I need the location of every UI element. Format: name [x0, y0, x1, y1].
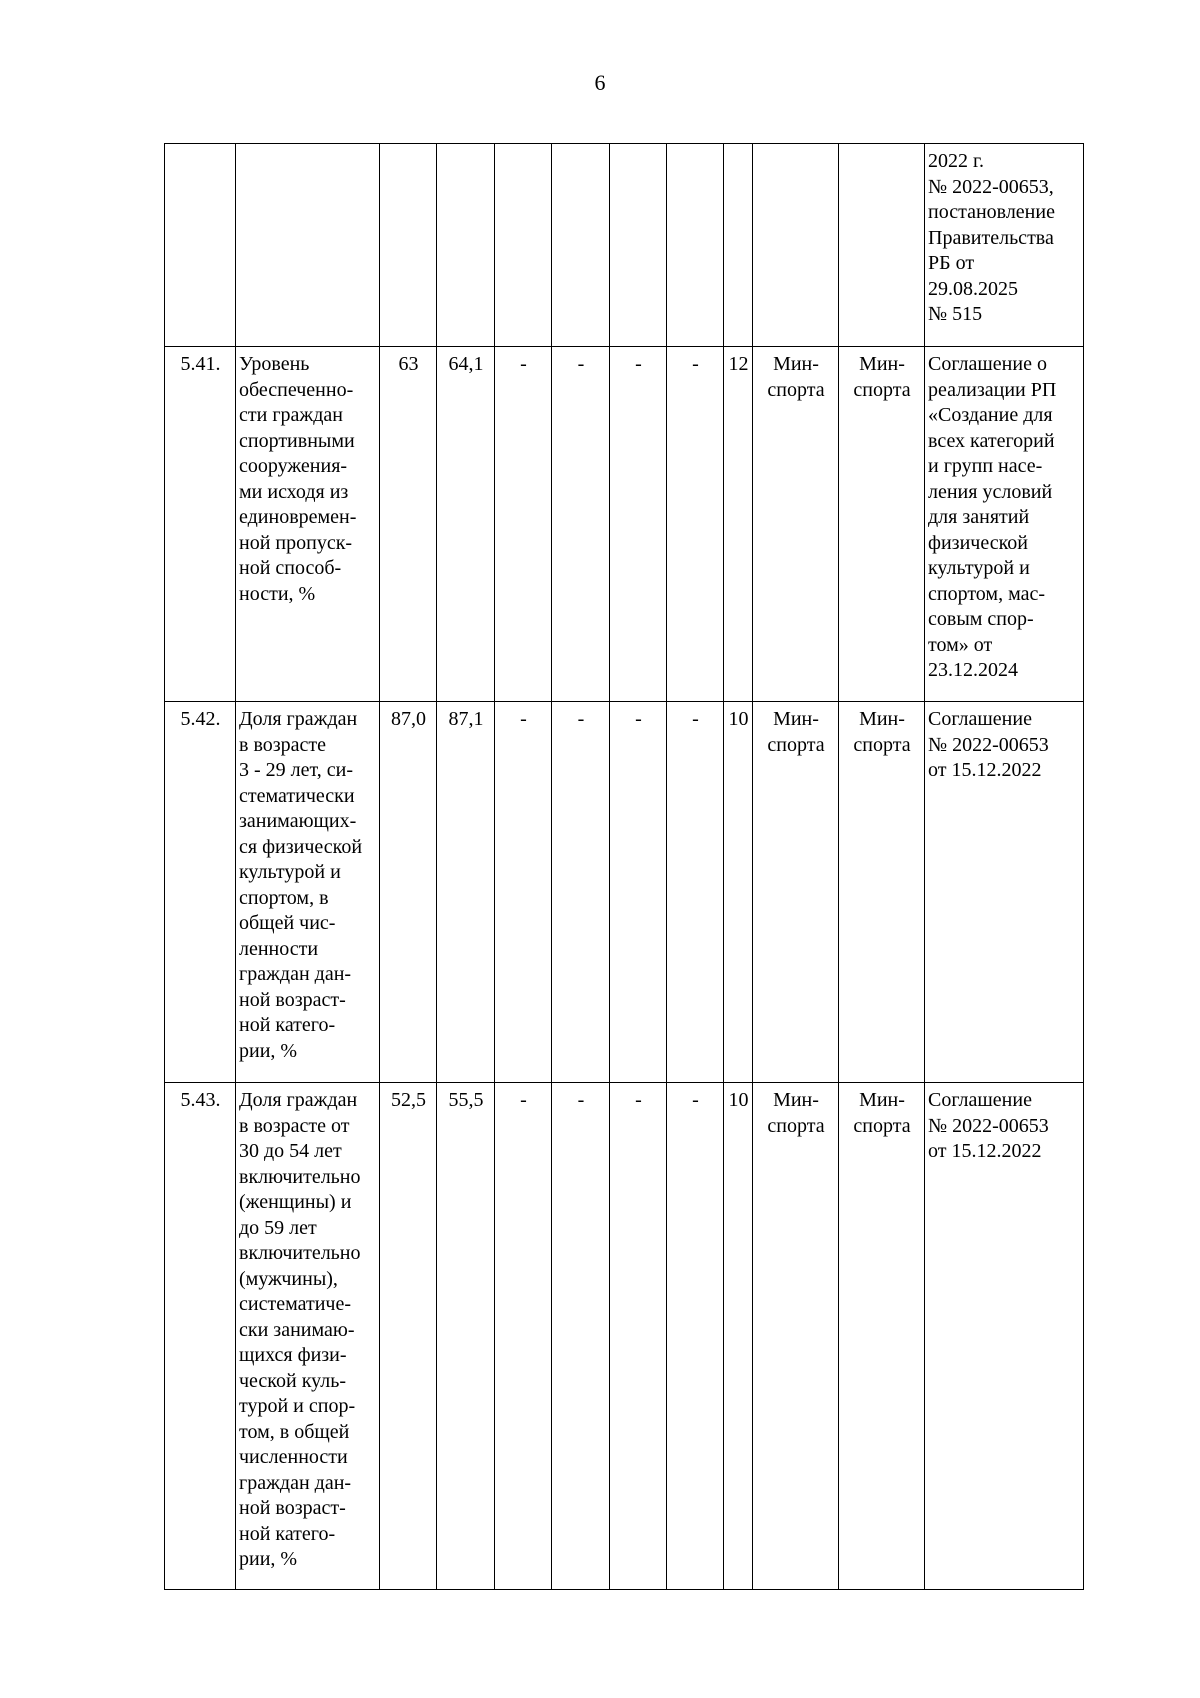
value-cell-v2: 87,1	[437, 702, 495, 1083]
indicator-name-cell-line: том, в общей	[239, 1420, 350, 1443]
indicator-name-cell-line: ной возраст-	[239, 1497, 346, 1519]
co-executor-cell	[839, 144, 925, 347]
indicator-name-cell-line: в возрасте от	[239, 1114, 350, 1137]
document-cell-line: № 2022-00653,	[928, 175, 1054, 198]
document-cell-line: «Создание для	[928, 404, 1053, 426]
value-cell-v2: 55,5	[437, 1083, 495, 1590]
responsible-cell-line: Мин-	[773, 708, 819, 730]
value-cell-v4	[552, 144, 610, 347]
table-row	[165, 702, 1084, 1083]
value-cell-v3: -	[495, 1083, 552, 1590]
value-cell-v7: 12	[724, 347, 753, 702]
indicator-name-cell-line: ски занимаю-	[239, 1318, 355, 1341]
indicator-name-cell-line: ной возраст-	[239, 988, 346, 1011]
value-cell-v4: -	[552, 702, 610, 1083]
indicator-name-cell-line: спортом, в	[239, 886, 329, 909]
document-cell-line: от 15.12.2022	[928, 759, 1042, 781]
indicator-name-cell-line: щихся физи-	[239, 1344, 347, 1366]
document-cell-line: № 2022-00653	[928, 733, 1049, 756]
indicator-name-cell-line: ной катего-	[239, 1014, 336, 1036]
document-cell-line: Соглашение	[928, 1089, 1032, 1111]
indicator-name-cell-line: сти граждан	[239, 404, 343, 426]
indicator-name-cell-line: ной катего-	[239, 1522, 336, 1545]
value-cell-v5: -	[610, 702, 667, 1083]
table-row	[165, 144, 1084, 347]
indicator-name-cell	[236, 1083, 380, 1590]
document-cell	[925, 1083, 1084, 1590]
row-number-cell: 5.42.	[165, 702, 236, 1083]
responsible-cell-line: спорта	[767, 378, 825, 401]
co-executor-cell	[839, 1083, 925, 1590]
value-cell-v2	[437, 144, 495, 347]
indicator-name-cell-line: стематически	[239, 784, 355, 807]
responsible-cell	[753, 702, 839, 1083]
value-cell-v6: -	[667, 702, 724, 1083]
co-executor-cell-line: Мин-	[859, 1089, 905, 1111]
co-executor-cell-line: Мин-	[859, 353, 905, 375]
value-cell-v1: 87,0	[380, 702, 437, 1083]
indicator-name-cell-line: численности	[239, 1446, 348, 1468]
document-cell-line: 2022 г.	[928, 150, 984, 172]
document-cell-line: Соглашение о	[928, 353, 1047, 375]
indicator-name-cell-line: общей чис-	[239, 912, 336, 934]
responsible-cell-line: Мин-	[773, 1089, 819, 1111]
document-cell	[925, 347, 1084, 702]
indicator-name-cell-line: Уровень	[239, 353, 310, 375]
responsible-cell-line: Мин-	[773, 353, 819, 375]
indicator-name-cell-line: граждан дан-	[239, 1471, 352, 1494]
value-cell-v2: 64,1	[437, 347, 495, 702]
co-executor-cell-line: Мин-	[859, 708, 905, 730]
co-executor-cell	[839, 347, 925, 702]
co-executor-cell-line: спорта	[853, 1114, 911, 1137]
document-cell-line: реализации РП	[928, 378, 1057, 401]
document-cell-line: № 515	[928, 303, 983, 325]
row-number-cell: 5.41.	[165, 347, 236, 702]
value-cell-v6: -	[667, 1083, 724, 1590]
indicator-name-cell-line: 3 - 29 лет, си-	[239, 759, 353, 781]
table-row	[165, 1083, 1084, 1590]
document-cell	[925, 702, 1084, 1083]
indicator-name-cell	[236, 144, 380, 347]
indicator-name-cell-line: турой и спор-	[239, 1395, 356, 1417]
value-cell-v3	[495, 144, 552, 347]
indicator-name-cell-line: обеспеченно-	[239, 378, 354, 401]
document-cell-line: физической	[928, 531, 1028, 554]
row-number-cell	[165, 144, 236, 347]
responsible-cell	[753, 144, 839, 347]
indicator-name-cell-line: (женщины) и	[239, 1191, 352, 1213]
table-body	[165, 144, 1084, 1590]
responsible-cell-line: спорта	[767, 733, 825, 756]
value-cell-v1: 52,5	[380, 1083, 437, 1590]
indicators-table	[164, 143, 1084, 1590]
indicator-name-cell-line: ческой куль-	[239, 1369, 347, 1392]
value-cell-v3: -	[495, 702, 552, 1083]
indicator-name-cell-line: включительно	[239, 1165, 361, 1188]
indicator-name-cell-line: ности, %	[239, 582, 316, 605]
value-cell-v4: -	[552, 1083, 610, 1590]
value-cell-v7	[724, 144, 753, 347]
responsible-cell	[753, 1083, 839, 1590]
indicator-name-cell-line: Доля граждан	[239, 708, 358, 730]
indicator-name-cell	[236, 347, 380, 702]
document-cell-line: для занятий	[928, 506, 1030, 528]
indicator-name-cell-line: рии, %	[239, 1548, 298, 1570]
document-cell	[925, 144, 1084, 347]
document-cell-line: ления условий	[928, 480, 1053, 503]
responsible-cell	[753, 347, 839, 702]
document-cell-line: Соглашение	[928, 708, 1032, 730]
indicator-name-cell-line: до 59 лет	[239, 1216, 317, 1239]
indicator-name-cell-line: занимающих-	[239, 810, 357, 832]
document-cell-line: № 2022-00653	[928, 1114, 1049, 1137]
document-cell-line: том» от	[928, 633, 993, 656]
co-executor-cell-line: спорта	[853, 378, 911, 401]
value-cell-v3: -	[495, 347, 552, 702]
value-cell-v5: -	[610, 1083, 667, 1590]
indicator-name-cell-line: граждан дан-	[239, 963, 352, 985]
document-cell-line: спортом, мас-	[928, 582, 1046, 605]
document-cell-line: 29.08.2025	[928, 277, 1018, 300]
table-row	[165, 347, 1084, 702]
responsible-cell-line: спорта	[767, 1114, 825, 1137]
value-cell-v5	[610, 144, 667, 347]
co-executor-cell-line: спорта	[853, 733, 911, 756]
document-cell-line: Правительства	[928, 226, 1054, 249]
value-cell-v1	[380, 144, 437, 347]
indicator-name-cell-line: в возрасте	[239, 733, 327, 756]
document-cell-line: 23.12.2024	[928, 659, 1018, 681]
indicator-name-cell-line: (мужчины),	[239, 1267, 338, 1290]
document-cell-line: и групп насе-	[928, 455, 1043, 477]
value-cell-v4: -	[552, 347, 610, 702]
indicator-name-cell-line: ми исходя из	[239, 480, 349, 503]
value-cell-v6	[667, 144, 724, 347]
row-number-cell: 5.43.	[165, 1083, 236, 1590]
indicator-name-cell-line: единовремен-	[239, 506, 357, 528]
indicator-name-cell-line: ся физической	[239, 835, 363, 858]
document-cell-line: от 15.12.2022	[928, 1140, 1042, 1162]
value-cell-v7: 10	[724, 1083, 753, 1590]
indicator-name-cell-line: спортивными	[239, 429, 355, 452]
indicator-name-cell-line: 30 до 54 лет	[239, 1140, 342, 1162]
document-cell-line: культурой и	[928, 557, 1030, 579]
indicator-name-cell-line: включительно	[239, 1242, 361, 1264]
document-cell-line: всех категорий	[928, 429, 1055, 452]
indicator-name-cell-line: Доля граждан	[239, 1089, 358, 1111]
document-cell-line: РБ от	[928, 252, 975, 274]
value-cell-v6: -	[667, 347, 724, 702]
value-cell-v1: 63	[380, 347, 437, 702]
page-number: 6	[594, 70, 606, 95]
indicator-name-cell-line: рии, %	[239, 1039, 298, 1062]
indicator-name-cell-line: систематиче-	[239, 1293, 351, 1315]
indicator-name-cell-line: ной пропуск-	[239, 531, 353, 554]
indicator-name-cell	[236, 702, 380, 1083]
indicator-name-cell-line: сооружения-	[239, 455, 348, 477]
co-executor-cell	[839, 702, 925, 1083]
document-cell-line: совым спор-	[928, 608, 1034, 630]
value-cell-v5: -	[610, 347, 667, 702]
value-cell-v7: 10	[724, 702, 753, 1083]
indicator-name-cell-line: культурой и	[239, 861, 341, 883]
indicator-name-cell-line: ной способ-	[239, 557, 342, 579]
document-cell-line: постановление	[928, 201, 1055, 223]
indicator-name-cell-line: ленности	[239, 937, 319, 960]
